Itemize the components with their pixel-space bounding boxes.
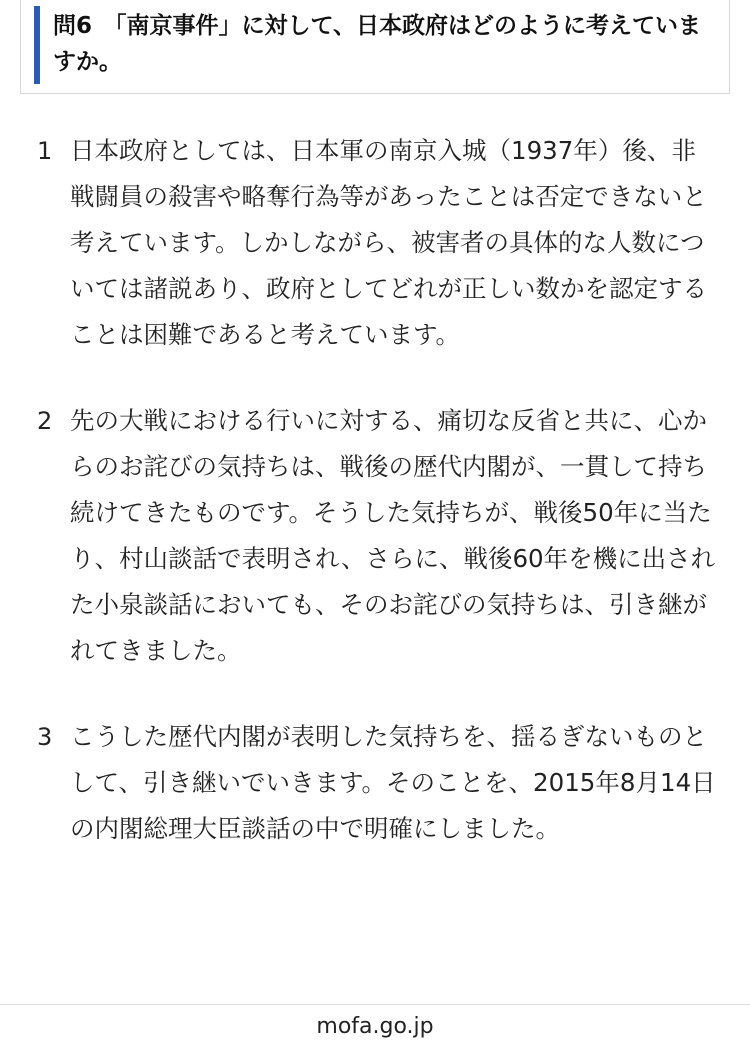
source-domain-link[interactable]: mofa.go.jp: [316, 1014, 434, 1039]
answer-number: 1: [37, 137, 53, 165]
answer-text: こうした歴代内閣が表明した気持ちを、揺るぎないものとして、引き継いでいきます。そのことを、2015年8月14日の内閣総理大臣談話の中で明確にしました。: [70, 722, 716, 843]
answer-number: 2: [37, 407, 53, 435]
answer-text: 先の大戦における行いに対する、痛切な反省と共に、心からのお詫びの気持ちは、戦後の歴代内閣が、一貫して持ち続けてきたものです。そうした気持ちが、戦後50年に当たり、村山談話で表明され、さらに、戦後60年を機に出された小泉談話においても、そのお詫びの気持ちは、引き継がれてきました。: [70, 406, 716, 665]
answer-text: 日本政府としては、日本軍の南京入城（1937年）後、非戦闘員の殺害や略奪行為等があったことは否定できないと考えています。しかしながら、被害者の具体的な人数については諸説あり、政府としてどれが正しい数かを認定することは困難であると考えています。: [70, 136, 707, 349]
question-box: [20, 0, 730, 94]
answer-item-1: [0, 128, 750, 358]
footer-bar: [0, 1004, 750, 1050]
answer-item-3: [0, 714, 750, 852]
answer-item-2: [0, 398, 750, 674]
question-accent-bar: [34, 6, 40, 84]
answer-list: [0, 128, 750, 892]
answer-number: 3: [37, 723, 53, 751]
question-heading: 問6 「南京事件」に対して、日本政府はどのように考えていますか。: [53, 13, 702, 75]
